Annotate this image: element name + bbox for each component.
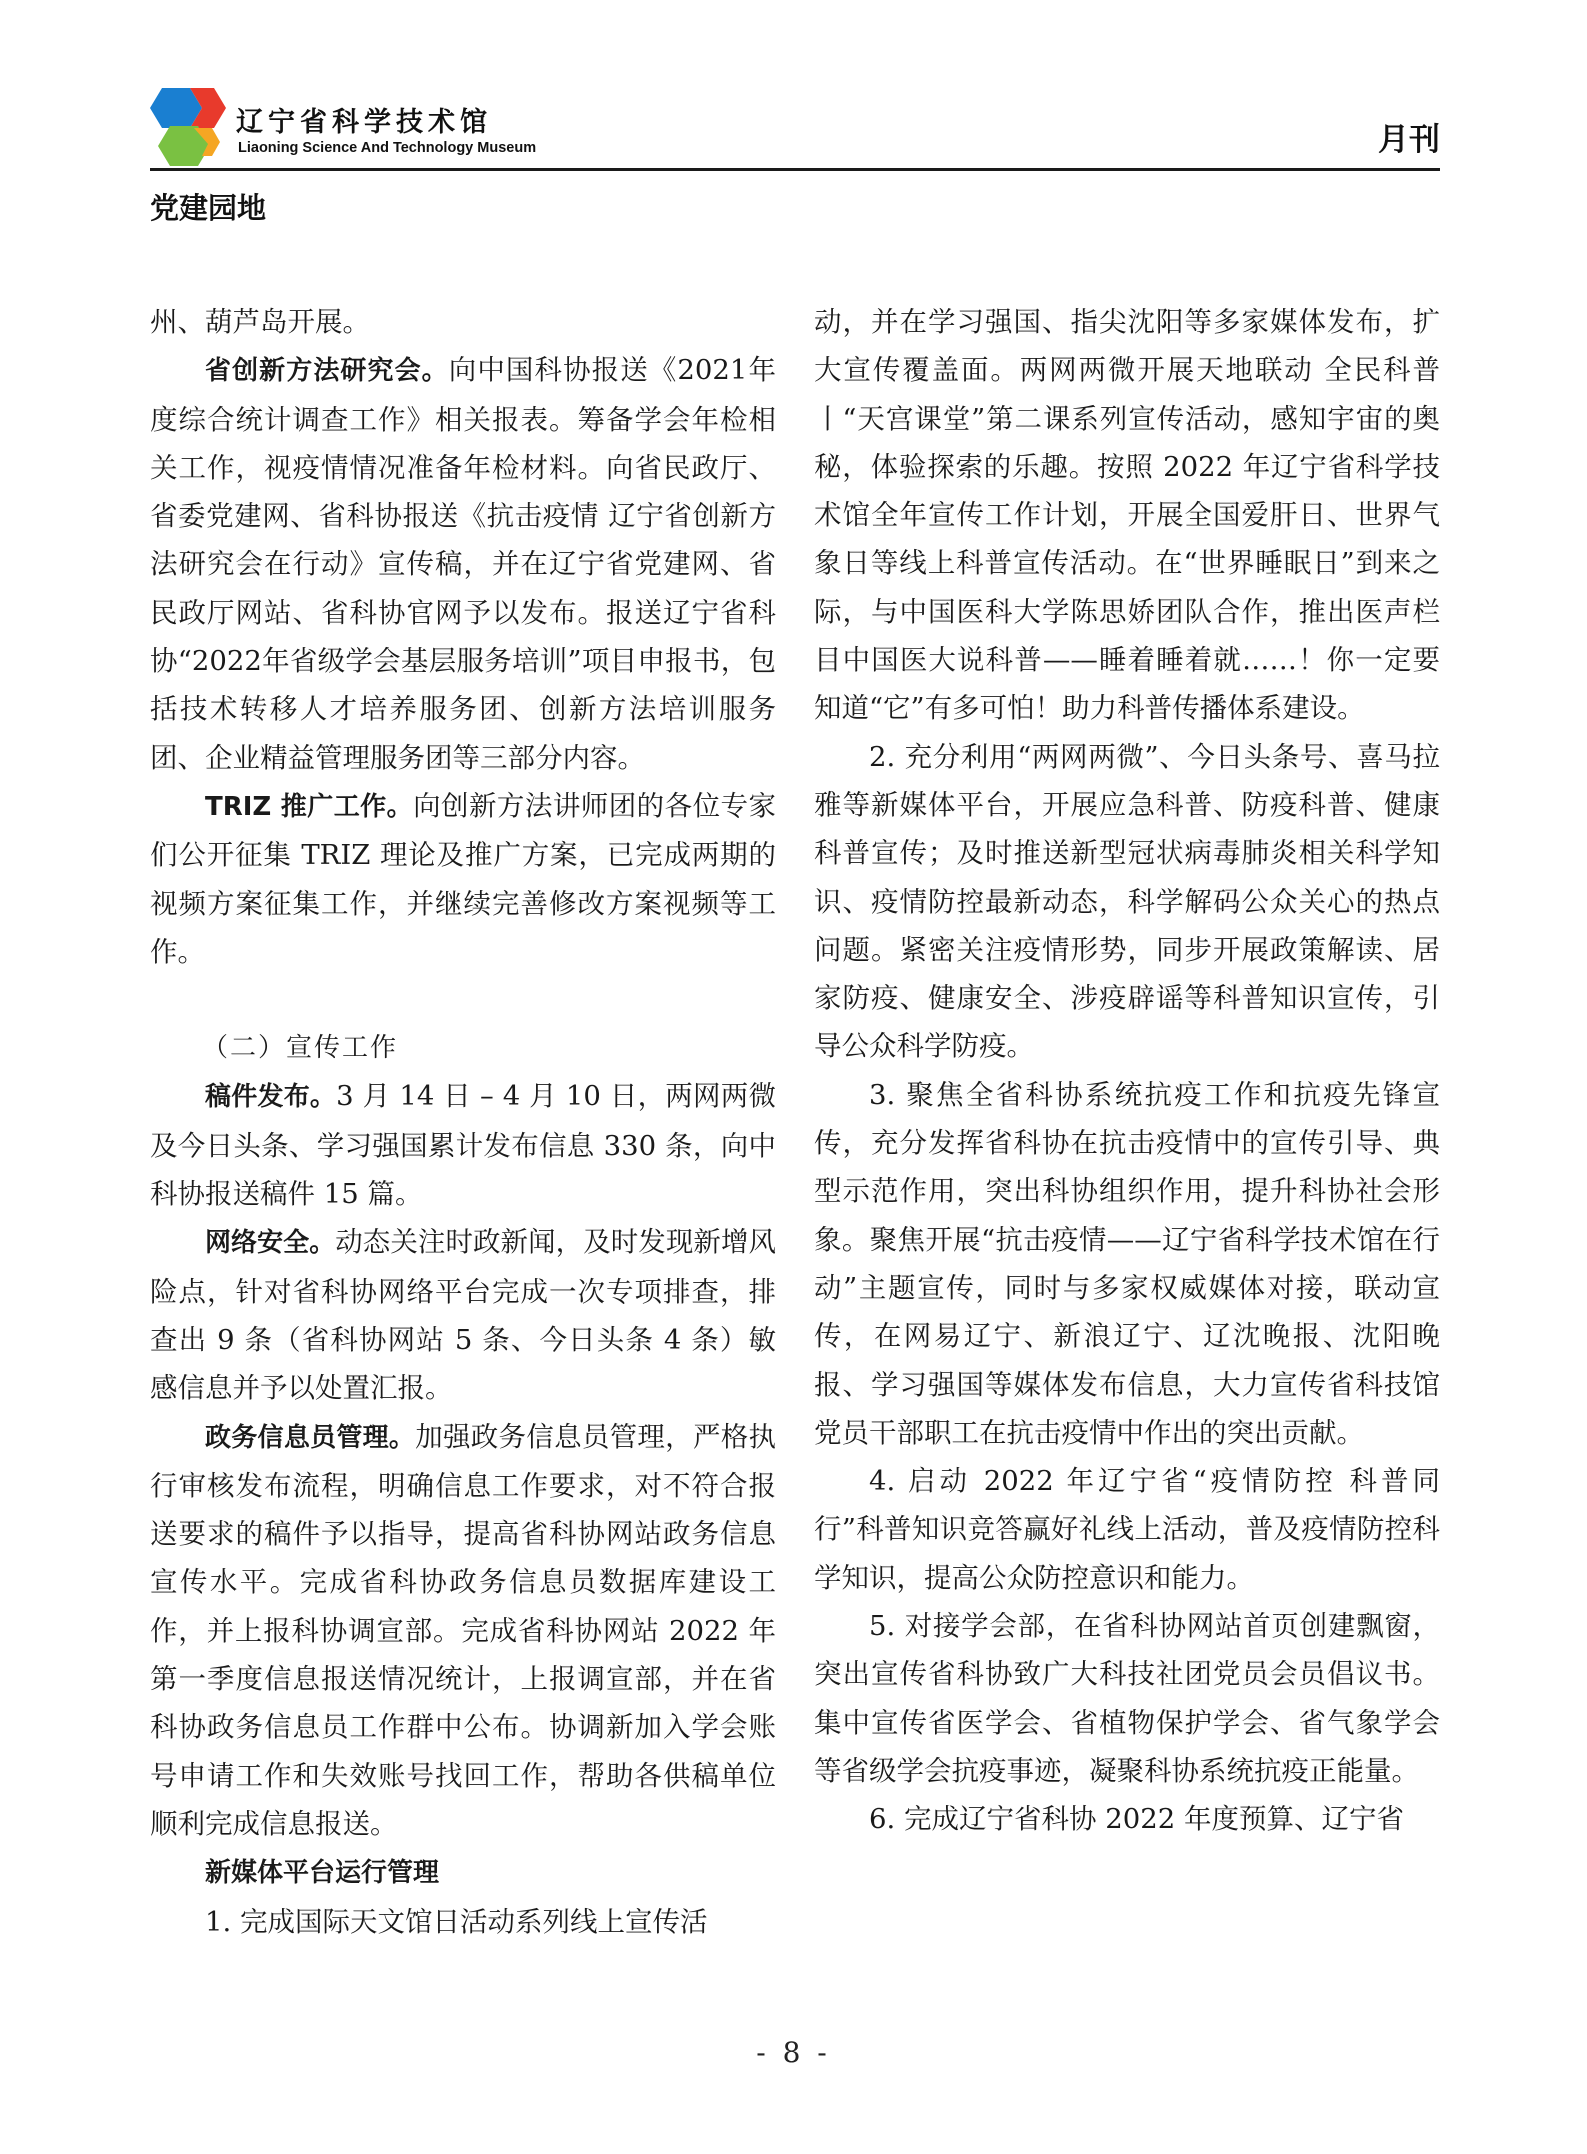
paragraph-heading: 稿件发布。 xyxy=(205,1082,337,1113)
paragraph-heading: 新媒体平台运行管理 xyxy=(205,1858,440,1889)
paragraph: 动，并在学习强国、指尖沈阳等多家媒体发布，扩大宣传覆盖面。两网两微开展天地联动 全民科普丨“天宫课堂”第二课系列宣传活动，感知宇宙的奥秘，体验探索的乐趣。按照 2022 年辽宁省科学技术馆全年宣传工作计划，开展全国爱肝日、世界气象日等线上科普宣传活动。在“世界睡眠日”到来之际，与中国医科大学陈思娇团队合作，推出医声栏目中国医大说科普——睡着睡着就……！你一定要知道“它”有多可怕！助力科普传播体系建设。 xyxy=(814,306,1440,725)
paragraph-heading: 网络安全。 xyxy=(205,1228,336,1259)
publication-type: 月刊 xyxy=(1378,122,1440,158)
paragraph: 2. 充分利用“两网两微”、今日头条号、喜马拉雅等新媒体平台，开展应急科普、防疫科普、健康科普宣传；及时推送新型冠状病毒肺炎相关科学知识、疫情防控最新动态，科学解码公众关心的热点问题。紧密关注疫情形势，同步开展政策解读、居家防疫、健康安全、涉疫辟谣等科普知识宣传，引导公众科学防疫。 xyxy=(814,740,1440,1063)
left-column xyxy=(150,298,776,1946)
paragraph: 网络安全。动态关注时政新闻，及时发现新增风险点，针对省科协网络平台完成一次专项排查，排查出 9 条（省科协网站 5 条、今日头条 4 条）敏感信息并予以处置汇报。 xyxy=(150,1226,776,1405)
paragraph: 政务信息员管理。加强政务信息员管理，严格执行审核发布流程，明确信息工作要求，对不符合报送要求的稿件予以指导，提高省科协网站政务信息宣传水平。完成省科协政务信息员数据库建设工作，并上报科协调宣部。完成省科协网站 2022 年第一季度信息报送情况统计，上报调宣部，并在省科协政务信息员工作群中公布。协调新加入学会账号申请工作和失效账号找回工作，帮助各供稿单位顺利完成信息报送。 xyxy=(150,1420,776,1840)
right-column xyxy=(814,298,1440,1844)
paragraph: 1. 完成国际天文馆日活动系列线上宣传活 xyxy=(205,1905,708,1938)
subsection-title: （二）宣传工作 xyxy=(202,1033,399,1064)
paragraph: 6. 完成辽宁省科协 2022 年度预算、辽宁省 xyxy=(869,1803,1404,1836)
paragraph-heading: 政务信息员管理。 xyxy=(205,1422,416,1453)
header-rule xyxy=(150,168,1440,171)
section-title: 党建园地 xyxy=(150,191,267,225)
brand-name-en: Liaoning Science And Technology Museum xyxy=(238,140,537,156)
paragraph-heading: 省创新方法研究会。 xyxy=(205,356,449,387)
museum-logo-icon xyxy=(150,84,230,166)
page-header xyxy=(150,78,1440,170)
paragraph-heading: TRIZ 推广工作。 xyxy=(205,791,414,822)
paragraph xyxy=(150,1848,776,1897)
page-number: - 8 - xyxy=(756,2036,831,2069)
paragraph: 5. 对接学会部，在省科协网站首页创建飘窗，突出宣传省科协致广大科技社团党员会员倡议书。集中宣传省医学会、省植物保护学会、省气象学会等省级学会抗疫事迹，凝聚科协系统抗疫正能量。 xyxy=(814,1610,1440,1787)
brand-name-cn: 辽宁省科学技术馆 xyxy=(236,107,492,138)
paragraph: TRIZ 推广工作。向创新方法讲师团的各位专家们公开征集 TRIZ 理论及推广方案，已完成两期的视频方案征集工作，并继续完善修改方案视频等工作。 xyxy=(150,789,776,968)
paragraph: 4. 启动 2022 年辽宁省“疫情防控 科普同行”科普知识竞答赢好礼线上活动，普及疫情防控科学知识，提高公众防控意识和能力。 xyxy=(814,1465,1440,1594)
paragraph: 3. 聚焦全省科协系统抗疫工作和抗疫先锋宣传，充分发挥省科协在抗击疫情中的宣传引导、典型示范作用，突出科协组织作用，提升科协社会形象。聚焦开展“抗击疫情——辽宁省科学技术馆在行动”主题宣传，同时与多家权威媒体对接，联动宣传，在网易辽宁、新浪辽宁、辽沈晚报、沈阳晚报、学习强国等媒体发布信息，大力宣传省科技馆党员干部职工在抗击疫情中作出的突出贡献。 xyxy=(814,1078,1440,1449)
paragraph: 稿件发布。3 月 14 日 – 4 月 10 日，两网两微及今日头条、学习强国累计发布信息 330 条，向中科协报送稿件 15 篇。 xyxy=(150,1080,776,1211)
paragraph: 省创新方法研究会。向中国科协报送《2021年度综合统计调查工作》相关报表。筹备学会年检相关工作，视疫情情况准备年检材料。向省民政厅、省委党建网、省科协报送《抗击疫情 辽宁省创新方法研究会在行动》宣传稿，并在辽宁省党建网、省民政厅网站、省科协官网予以发布。报送辽宁省科协“2022年省级学会基层服务培训”项目申报书，包括技术转移人才培养服务团、创新方法培训服务团、企业精益管理服务团等三部分内容。 xyxy=(150,354,776,774)
paragraph: 州、葫芦岛开展。 xyxy=(150,306,370,338)
